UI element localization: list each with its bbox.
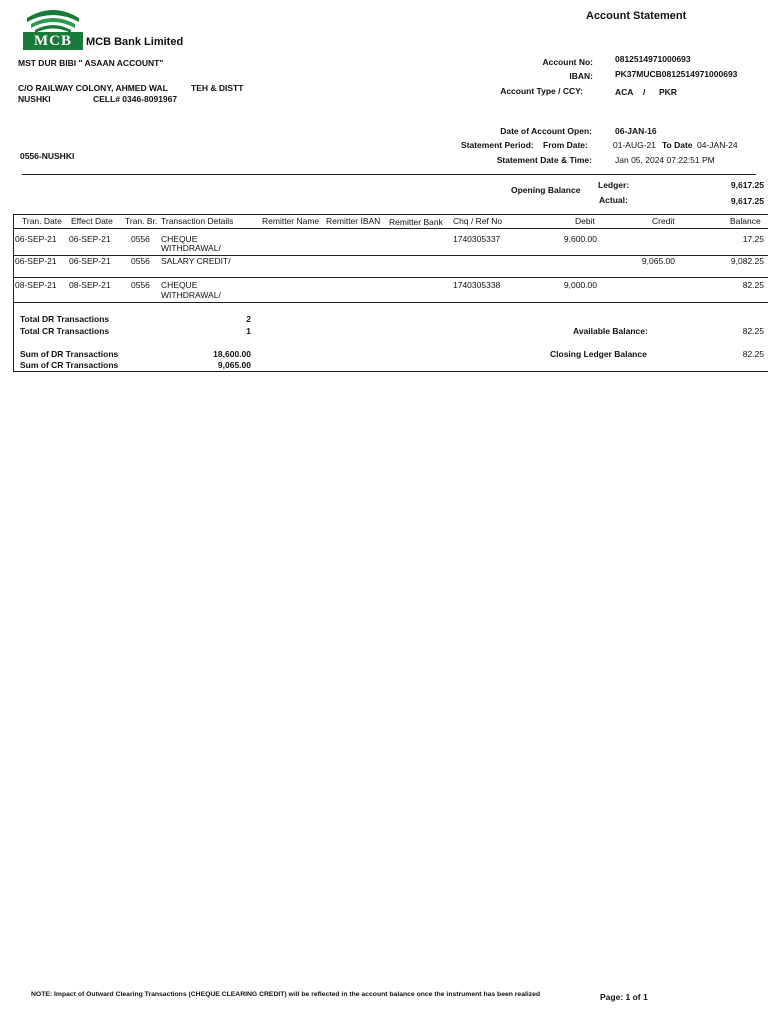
customer-address-teh: TEH & DISTT [191,83,244,93]
customer-cell: CELL# 0346-8091967 [93,94,178,104]
row-divider [13,302,768,303]
available-balance-label: Available Balance: [573,326,648,336]
total-dr-label: Total DR Transactions [20,314,110,324]
actual-label: Actual: [599,195,628,205]
branch-name: 0556-NUSHKI [20,151,75,161]
statement-period-label: Statement Period: [461,140,534,150]
currency-value: PKR [659,87,677,97]
cell-details: SALARY CREDIT/ [161,256,231,266]
cell-branch: 0556 [131,280,150,290]
row-divider [13,277,768,278]
cell-ref: 1740305338 [453,280,501,290]
available-balance-value: 82.25 [742,326,764,336]
account-type-value: ACA [615,87,634,97]
opening-balance-label: Opening Balance [511,185,581,195]
cell-credit: 9,065.00 [641,256,675,266]
cell-effect-date: 06-SEP-21 [69,234,111,244]
to-date-value: 04-JAN-24 [697,140,738,150]
logo-text: MCB [23,32,83,50]
account-no-value: 0812514971000693 [615,54,691,64]
type-separator: / [643,87,646,97]
bank-name: MCB Bank Limited [86,36,184,48]
cell-effect-date: 08-SEP-21 [69,280,111,290]
cell-tran-date: 06-SEP-21 [15,234,57,244]
total-cr-label: Total CR Transactions [20,326,110,336]
customer-name: MST DUR BIBI " ASAAN ACCOUNT" [18,58,164,68]
col-header-details: Transaction Details [161,216,234,226]
iban-label: IBAN: [569,71,593,81]
account-type-label: Account Type / CCY: [500,86,583,96]
cell-balance: 17.25 [742,234,764,244]
document-title: Account Statement [586,10,687,22]
table-left-border [13,214,14,371]
bank-logo [23,4,83,50]
col-header-tran-br: Tran. Br. [125,216,158,226]
ledger-value: 9,617.25 [730,180,764,190]
from-date-label: From Date: [543,140,588,150]
cell-details-line2: WITHDRAWAL/ [161,243,221,253]
statement-datetime-label: Statement Date & Time: [496,155,592,165]
col-header-tran-date: Tran. Date [22,216,62,226]
cell-details: CHEQUE [161,280,198,290]
customer-address-line2: NUSHKI [18,94,51,104]
sum-cr-label: Sum of CR Transactions [20,360,119,370]
col-header-credit: Credit [652,216,675,226]
from-date-value: 01-AUG-21 [613,140,656,150]
cell-debit: 9,600.00 [563,234,597,244]
closing-ledger-label: Closing Ledger Balance [550,349,647,359]
sum-dr-value: 18,600.00 [213,349,251,359]
col-header-remitter-bank: Remitter Bank [389,217,443,227]
table-header-border [13,228,768,229]
iban-value: PK37MUCB0812514971000693 [615,69,738,79]
col-header-chq-ref: Chq / Ref No [453,216,503,226]
account-no-label: Account No: [542,57,593,67]
total-cr-value: 1 [246,326,251,336]
cell-balance: 82.25 [742,280,764,290]
col-header-remitter-iban: Remitter IBAN [326,216,381,226]
footer-note: NOTE: Impact of Outward Clearing Transactions (CHEQUE CLEARING CREDIT) will be reflected in the account balance once the instrument has been realized [31,991,541,998]
total-dr-value: 2 [246,314,251,324]
cell-tran-date: 08-SEP-21 [15,280,57,290]
header-divider [22,174,756,175]
account-open-date: 06-JAN-16 [615,126,657,136]
cell-branch: 0556 [131,234,150,244]
page-number: Page: 1 of 1 [600,992,648,1002]
account-open-label: Date of Account Open: [500,126,592,136]
mcb-logo-mark-icon [25,4,81,34]
table-top-border [13,214,768,215]
closing-ledger-value: 82.25 [742,349,764,359]
cell-details-line2: WITHDRAWAL/ [161,290,221,300]
ledger-label: Ledger: [598,180,630,190]
sum-dr-label: Sum of DR Transactions [20,349,119,359]
cell-branch: 0556 [131,256,150,266]
sum-cr-value: 9,065.00 [217,360,251,370]
cell-details: CHEQUE [161,234,198,244]
customer-address-line1: C/O RAILWAY COLONY, AHMED WAL [18,83,168,93]
col-header-effect-date: Effect Date [71,216,113,226]
cell-tran-date: 06-SEP-21 [15,256,57,266]
table-bottom-border [13,371,768,372]
col-header-balance: Balance [730,216,761,226]
cell-effect-date: 06-SEP-21 [69,256,111,266]
to-date-label: To Date [662,140,693,150]
col-header-debit: Debit [575,216,595,226]
statement-datetime-value: Jan 05, 2024 07:22:51 PM [615,155,715,165]
cell-ref: 1740305337 [453,234,501,244]
actual-value: 9,617.25 [730,196,764,206]
col-header-remitter-name: Remitter Name [262,216,320,226]
cell-debit: 9,000.00 [563,280,597,290]
cell-balance: 9,082.25 [730,256,764,266]
